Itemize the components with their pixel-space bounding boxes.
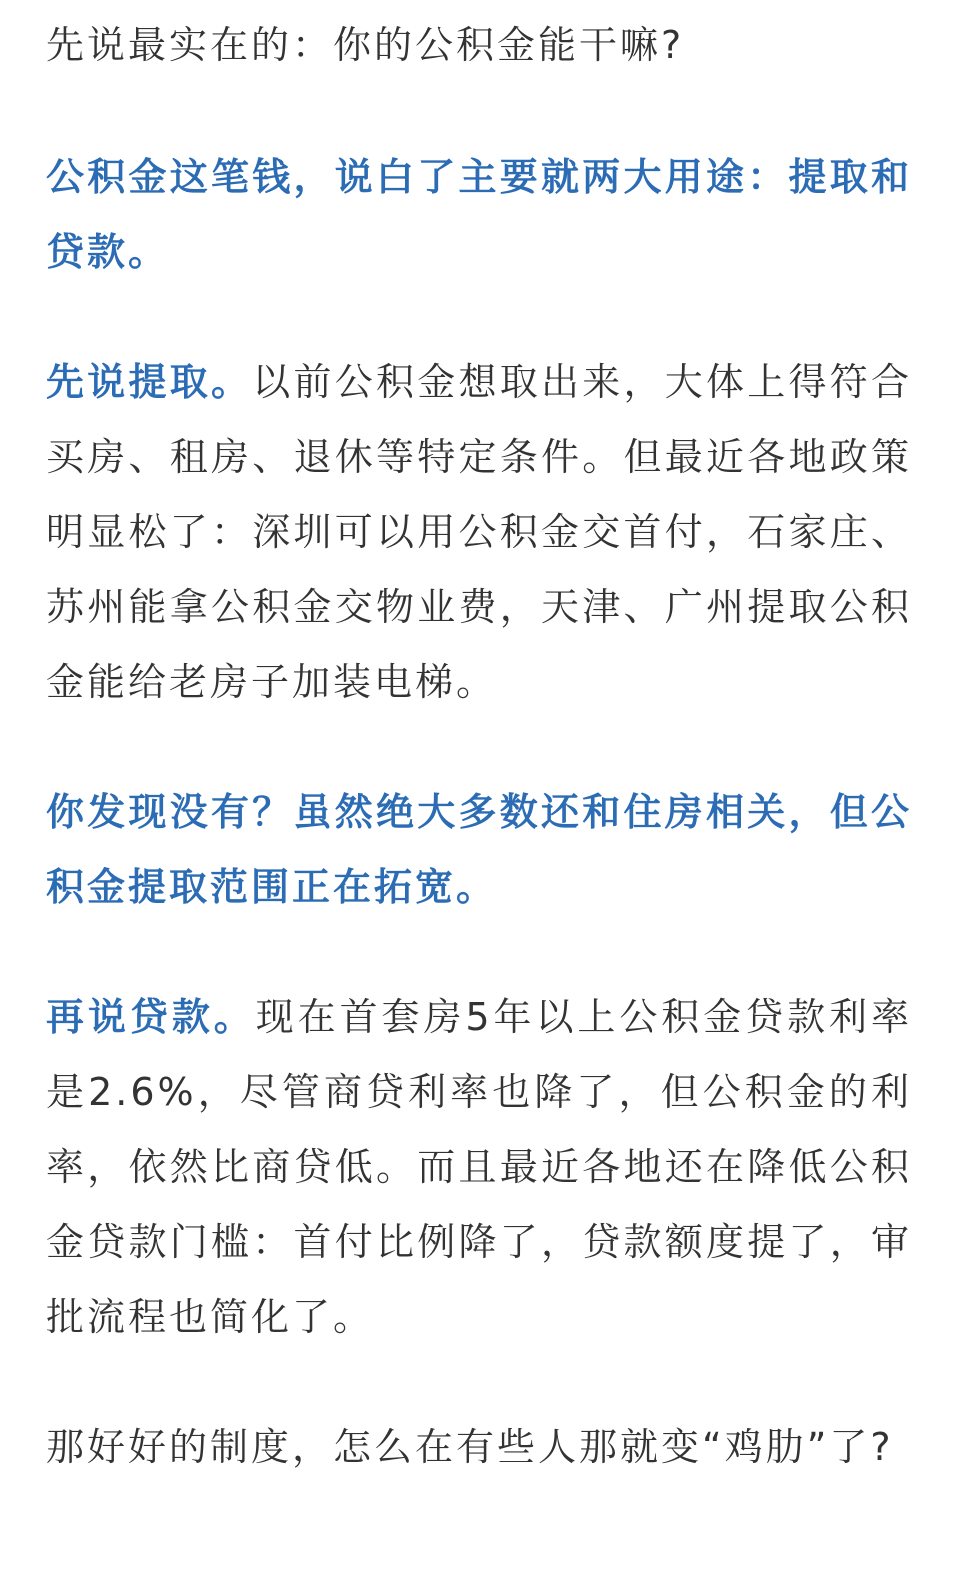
observation-highlight: 你发现没有？虽然绝大多数还和住房相关，但公积金提取范围正在拓宽。 bbox=[46, 790, 912, 909]
loan-body: 现在首套房5年以上公积金贷款利率是2.6%，尽管商贷利率也降了，但公积金的利率，依然比商贷低。而且最近各地还在降低公积金贷款门槛：首付比例降了，贷款额度提了，审批流程也简化了。 bbox=[46, 995, 912, 1339]
withdrawal-lead: 先说提取。 bbox=[46, 360, 253, 404]
loan-lead: 再说贷款。 bbox=[46, 995, 256, 1039]
withdrawal-body: 以前公积金想取出来，大体上得符合买房、租房、退休等特定条件。但最近各地政策明显松了：深圳可以用公积金交首付，石家庄、苏州能拿公积金交物业费，天津、广州提取公积金能给老房子加装电梯。 bbox=[46, 360, 912, 704]
summary-highlight: 公积金这笔钱，说白了主要就两大用途：提取和贷款。 bbox=[46, 155, 912, 274]
loan-paragraph bbox=[46, 980, 912, 1355]
intro-paragraph: 先说最实在的：你的公积金能干嘛? bbox=[46, 23, 685, 67]
withdrawal-paragraph bbox=[46, 345, 912, 720]
question-paragraph: 那好好的制度，怎么在有些人那就变“鸡肋”了? bbox=[46, 1425, 894, 1469]
